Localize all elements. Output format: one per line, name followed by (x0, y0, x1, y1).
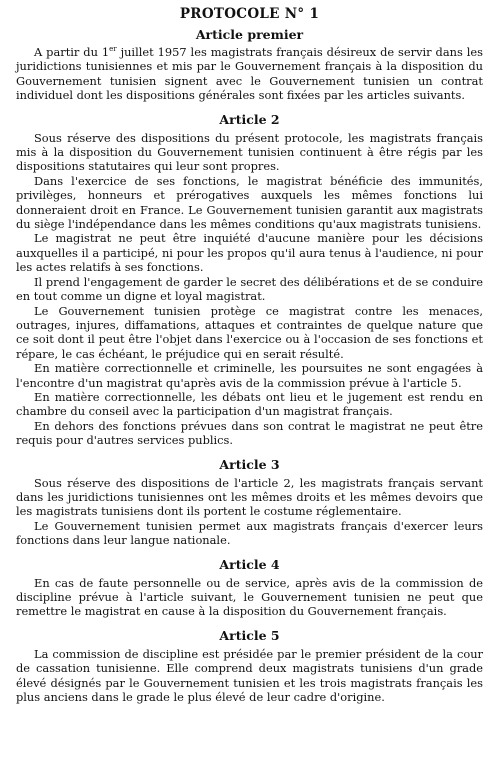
article-paragraph: Le magistrat ne peut être inquiété d'aucune manière pour les décisions auxquelles il a participé, ni pour les propos qu'il aura tenus à l'audience, ni pour les actes relatifs à ses fonctions. (16, 231, 483, 275)
article-paragraph: Dans l'exercice de ses fonctions, le magistrat bénéficie des immunités, privilèges, honneurs et prérogatives auxquels les mêmes fonctions lui donneraient droit en France. Le Gouvernement tunisien garantit aux magistrats du siège l'indépendance dans les mêmes conditions qu'aux magistrats tunisiens. (16, 173, 483, 232)
article-paragraph: Le Gouvernement tunisien permet aux magistrats français d'exercer leurs fonctions dans leur langue nationale. (16, 518, 483, 548)
article-paragraph: En matière correctionnelle, les débats ont lieu et le jugement est rendu en chambre du conseil avec la participation d'un magistrat français. (16, 389, 483, 419)
paragraph-text-start: A partir du 1 (34, 45, 110, 59)
document-title: PROTOCOLE N° 1 (179, 6, 320, 22)
article-paragraph: Sous réserve des dispositions de l'article 2, les magistrats français servant dans les juridictions tunisiennes ont les mêmes droits et les mêmes devoirs que les magistrats tunisiens dont ils portent le costume réglementaire. (16, 475, 483, 519)
article-5 (16, 628, 483, 705)
article-paragraph: En cas de faute personnelle ou de service, après avis de la commission de discipline prévue à l'article suivant, le Gouvernement tunisien ne peut que remettre le magistrat en cause à la disposition du Gouvernement français. (16, 575, 483, 619)
article-heading: Article premier (195, 27, 304, 42)
article-4 (16, 557, 483, 619)
article-premier (16, 27, 483, 103)
article-heading: Article 3 (219, 456, 280, 472)
ordinal-superscript: er (109, 45, 117, 54)
article-heading: Article 4 (219, 556, 280, 572)
article-paragraph: En matière correctionnelle et criminelle, les poursuites ne sont engagées à l'encontre d'un magistrat qu'après avis de la commission prévue à l'article 5. (16, 361, 483, 390)
article-3 (16, 457, 483, 548)
article-heading: Article 5 (219, 627, 280, 643)
article-paragraph: Le Gouvernement tunisien protège ce magistrat contre les menaces, outrages, injures, diffamations, attaques et contraintes de quelque nature que ce soit dont il peut être l'objet dans l'exercice ou à l'occasion de ses fonctions et répare, le cas échéant, le préjudice qui en serait résulté. (16, 303, 483, 361)
article-2 (16, 112, 483, 448)
article-paragraph (16, 45, 483, 103)
article-paragraph: Sous réserve des dispositions du présent protocole, les magistrats français mis à la disposition du Gouvernement tunisien continuent à être régis par les dispositions statutaires qui leur sont propres. (16, 130, 483, 174)
paragraph-text-end: juillet 1957 les magistrats français désireux de servir dans les juridictions tunisiennes et mis par le Gouvernement français à la disposition du Gouvernement tunisien signent avec le Gouvernement tunisien un contrat individuel dont les dispositions générales sont fixées par les articles suivants. (16, 45, 483, 103)
article-heading: Article 2 (219, 111, 280, 127)
article-paragraph: En dehors des fonctions prévues dans son contrat le magistrat ne peut être requis pour d'autres services publics. (16, 418, 483, 448)
article-paragraph: La commission de discipline est présidée par le premier président de la cour de cassation tunisienne. Elle comprend deux magistrats tunisiens d'un grade élevé désignés par le Gouvernement tunisien et les trois magistrats français les plus anciens dans le grade le plus élevé de leur cadre d'origine. (16, 646, 483, 705)
article-paragraph: Il prend l'engagement de garder le secret des délibérations et de se conduire en tout comme un digne et loyal magistrat. (16, 274, 483, 304)
